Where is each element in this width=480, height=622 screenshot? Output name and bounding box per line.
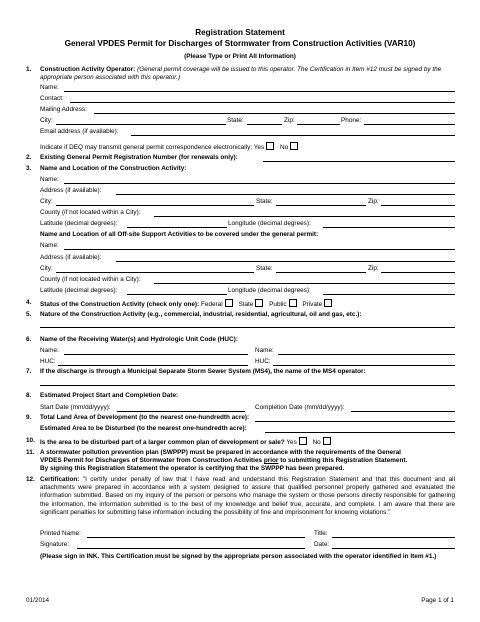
- section-4-heading: Status of the Construction Activity (check only one):: [40, 301, 200, 308]
- status-public-label: Public: [269, 301, 287, 308]
- activity-county-field[interactable]: [154, 216, 455, 217]
- signature-label: Signature:: [40, 541, 70, 548]
- start-date-field[interactable]: [117, 411, 245, 412]
- offsite-county-label: County (if not located within a City):: [40, 276, 141, 283]
- section-12-number: 12.: [26, 476, 35, 483]
- offsite-state-label: State:: [256, 265, 273, 272]
- activity-city-field[interactable]: [56, 205, 254, 206]
- water-name-label: Name:: [40, 347, 59, 354]
- section-3-heading: Name and Location of the Construction Activity:: [40, 165, 187, 172]
- huc-field[interactable]: [58, 365, 248, 366]
- section-8-number: 8.: [26, 392, 32, 399]
- water-name-right-label: Name:: [255, 347, 274, 354]
- activity-latitude-field[interactable]: [127, 227, 227, 228]
- water-name-right-field[interactable]: [278, 354, 455, 355]
- offsite-city-field[interactable]: [56, 272, 254, 273]
- operator-phone-field[interactable]: [364, 124, 455, 125]
- registration-number-field[interactable]: [263, 161, 455, 162]
- ms4-field[interactable]: [40, 385, 455, 386]
- section-9-heading: Total Land Area of Development (to the nearest one-hundredth acre):: [40, 414, 250, 421]
- section-8-heading: Estimated Project Start and Completion Date:: [40, 392, 179, 399]
- status-public-checkbox[interactable]: [289, 299, 297, 307]
- section-7-heading: If the discharge is through a Municipal Separate Storm Sewer System (MS4), the name of the MS4 operator:: [40, 368, 366, 375]
- email-label: Email address (if available):: [40, 128, 119, 135]
- signature-field[interactable]: [77, 548, 305, 549]
- printed-name-label: Printed Name:: [40, 530, 81, 537]
- offsite-state-field[interactable]: [276, 272, 366, 273]
- section-9-number: 9.: [26, 414, 32, 421]
- status-federal-checkbox[interactable]: [225, 299, 233, 307]
- status-row: [40, 299, 336, 309]
- deq-no-label: No: [279, 144, 289, 151]
- email-field[interactable]: [131, 135, 455, 136]
- offsite-city-label: City:: [40, 265, 53, 272]
- certification-heading: Certification:: [40, 476, 80, 483]
- offsite-county-field[interactable]: [154, 283, 455, 284]
- common-plan-no-label: No: [312, 439, 321, 446]
- offsite-longitude-label: Longitude (decimal degrees):: [228, 287, 311, 294]
- activity-city-label: City:: [40, 198, 53, 205]
- activity-state-label: State:: [256, 198, 273, 205]
- deq-electronic-label: Indicate if DEQ may transmit general permit correspondence electronically:: [40, 144, 253, 151]
- date-label: Date:: [314, 541, 330, 548]
- form-instruction: (Please Type or Print All Information): [184, 53, 296, 60]
- section-7-number: 7.: [26, 368, 32, 375]
- nature-field[interactable]: [40, 327, 455, 328]
- operator-zip-field[interactable]: [297, 124, 340, 125]
- offsite-heading: Name and Location of all Off-site Support Activities to be covered under the general permit:: [40, 231, 319, 238]
- offsite-latitude-field[interactable]: [127, 294, 227, 295]
- footer-date: 01/2014: [26, 597, 50, 604]
- status-private-checkbox[interactable]: [324, 299, 332, 307]
- status-federal-label: Federal: [200, 301, 223, 308]
- activity-latitude-label: Latitude (decimal degrees):: [40, 220, 118, 227]
- activity-name-label: Name:: [40, 176, 59, 183]
- operator-zip-label: Zip:: [284, 117, 295, 124]
- water-name-field[interactable]: [64, 354, 248, 355]
- offsite-name-field[interactable]: [64, 249, 455, 250]
- start-date-label: Start Date (mm/dd/yyyy):: [40, 404, 111, 411]
- completion-date-label: Completion Date (mm/dd/yyyy):: [255, 404, 345, 411]
- activity-address-field[interactable]: [116, 194, 455, 195]
- swppp-line-1: A stormwater pollution prevention plan (SWPPP) must be prepared in accordance with the requirements of the General: [40, 449, 401, 456]
- certification-text: [40, 476, 455, 517]
- common-plan-row: [40, 437, 335, 447]
- operator-state-label: State:: [227, 117, 244, 124]
- activity-longitude-field[interactable]: [323, 227, 455, 228]
- form-subtitle: General VPDES Permit for Discharges of Stormwater from Construction Activities (VAR10): [64, 39, 416, 48]
- total-area-field[interactable]: [255, 421, 455, 422]
- disturbed-area-field[interactable]: [265, 432, 455, 433]
- swppp-line-2a: VPDES Permit for Discharges of Stormwater from Construction Activities: [40, 457, 263, 464]
- certification-body: "I certify under penalty of law that I have read and understand this Registration Statement and that this document and all attachments were prepared in accordance with a system designed to assure that qualified personnel properly gathered and evaluated the information submitted. Based on my inquiry of the person or persons who manage the system or those persons directly responsible for gathering the information, the information submitted is to the best of my knowledge and belief true, accurate, and complete. I am aware that there are significant penalties for submitting false information including the possibility of fine and imprisonment for knowing violations.": [40, 476, 455, 516]
- offsite-zip-field[interactable]: [381, 272, 455, 273]
- huc-right-field[interactable]: [273, 365, 455, 366]
- offsite-longitude-field[interactable]: [323, 294, 455, 295]
- section-10-number: 10.: [26, 437, 35, 444]
- huc-right-label: HUC:: [255, 358, 271, 365]
- swppp-line-2b: to submitting this Registration Statement.: [280, 457, 408, 464]
- common-plan-yes-label: Yes: [286, 439, 297, 446]
- section-10-heading: Is the area to be disturbed part of a larger common plan of development or sale?: [40, 439, 285, 446]
- title-field[interactable]: [332, 537, 455, 538]
- offsite-name-label: Name:: [40, 242, 59, 249]
- activity-county-label: County (if not located within a City):: [40, 209, 141, 216]
- status-state-checkbox[interactable]: [255, 299, 263, 307]
- activity-zip-label: Zip:: [368, 198, 379, 205]
- date-field[interactable]: [332, 548, 455, 549]
- section-5-number: 5.: [26, 311, 32, 318]
- operator-contact-field[interactable]: [70, 102, 455, 103]
- operator-phone-label: Phone:: [341, 117, 362, 124]
- offsite-address-field[interactable]: [116, 261, 455, 262]
- swppp-line-3: By signing this Registration Statement the operator is certifying that the SWPPP has been prepared.: [40, 465, 345, 472]
- status-state-label: State: [238, 301, 254, 308]
- activity-state-field[interactable]: [276, 205, 366, 206]
- activity-address-label: Address (if available):: [40, 187, 102, 194]
- printed-name-field[interactable]: [87, 537, 305, 538]
- ink-instruction: (Please sign in INK. This Certification must be signed by the appropriate person associated with the operator identified in Item #1.): [40, 553, 437, 560]
- offsite-address-label: Address (if available):: [40, 254, 102, 261]
- section-2-number: 2.: [26, 154, 32, 161]
- section-6-number: 6.: [26, 336, 32, 343]
- section-2-heading: Existing General Permit Registration Number (for renewals only):: [40, 154, 238, 161]
- operator-name-field[interactable]: [64, 91, 455, 92]
- completion-date-field[interactable]: [351, 411, 455, 412]
- deq-yes-checkbox[interactable]: [266, 142, 274, 150]
- mailing-address-field[interactable]: [94, 113, 455, 114]
- disturbed-area-label: Estimated Area to be Disturbed (to the nearest one-hundredth acre):: [40, 425, 247, 432]
- title-label: Title:: [314, 530, 328, 537]
- huc-label: HUC:: [40, 358, 56, 365]
- section-1-note: (General permit coverage will be issued to this operator. The Certification in Item #12 must be signed by the appropriate person associated with this operator.): [40, 66, 442, 81]
- section-6-heading: Name of the Receiving Water(s) and Hydrologic Unit Code (HUC):: [40, 336, 238, 343]
- deq-yes-label: Yes: [253, 144, 265, 151]
- swppp-line-2: [40, 457, 407, 465]
- offsite-zip-label: Zip:: [368, 265, 379, 272]
- deq-no-checkbox[interactable]: [290, 142, 298, 150]
- section-1-heading: Construction Activity Operator:: [40, 66, 136, 73]
- status-private-label: Private: [302, 301, 323, 308]
- common-plan-yes-checkbox[interactable]: [299, 437, 307, 445]
- activity-zip-field[interactable]: [381, 205, 455, 206]
- operator-city-label: City:: [40, 117, 53, 124]
- activity-longitude-label: Longitude (decimal degrees):: [228, 220, 311, 227]
- deq-electronic-row: [40, 142, 302, 152]
- swppp-prior: prior: [263, 457, 279, 464]
- operator-name-label: Name:: [40, 84, 59, 91]
- footer-page: Page 1 of 1: [421, 597, 454, 604]
- offsite-latitude-label: Latitude (decimal degrees):: [40, 287, 118, 294]
- section-1-text: [40, 66, 455, 81]
- section-4-number: 4.: [26, 299, 32, 306]
- section-5-heading: Nature of the Construction Activity (e.g., commercial, industrial, residential, agricultural, oil and gas, etc.):: [40, 311, 362, 318]
- section-3-number: 3.: [26, 165, 32, 172]
- form-title: Registration Statement: [195, 28, 285, 37]
- common-plan-no-checkbox[interactable]: [323, 437, 331, 445]
- activity-name-field[interactable]: [64, 183, 455, 184]
- operator-state-field[interactable]: [247, 124, 282, 125]
- operator-contact-label: Contact:: [40, 95, 64, 102]
- mailing-address-label: Mailing Address:: [40, 106, 87, 113]
- operator-city-field[interactable]: [56, 124, 226, 125]
- section-11-number: 11.: [26, 449, 35, 456]
- section-1-number: 1.: [26, 66, 32, 73]
